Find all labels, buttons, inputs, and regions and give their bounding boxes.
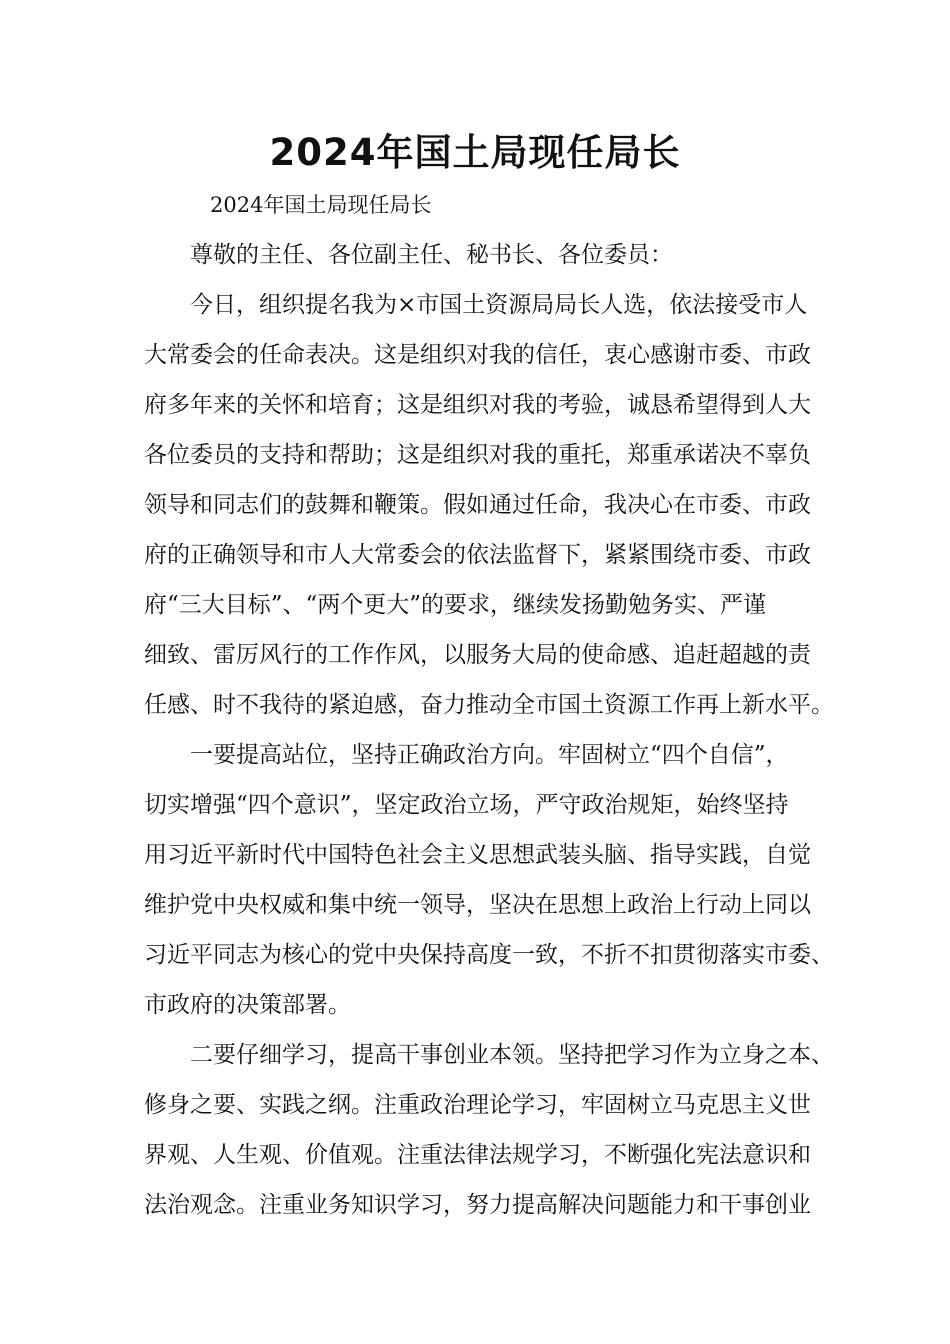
paragraph-line: 市政府的决策部署。 xyxy=(144,992,351,1018)
paragraph-line: 一要提高站位，坚持正确政治方向。牢固树立“四个自信”， xyxy=(190,742,789,768)
paragraph-line: 习近平同志为核心的党中央保持高度一致，不折不扣贯彻落实市委、 xyxy=(144,942,834,968)
paragraph-line: 府“三大目标”、“两个更大”的要求，继续发扬勤勉务实、严谨 xyxy=(144,592,767,618)
paragraph-line: 各位委员的支持和帮助；这是组织对我的重托，郑重承诺决不辜负 xyxy=(144,442,811,468)
paragraph-2 xyxy=(144,730,834,1030)
paragraph-3 xyxy=(144,1030,834,1230)
paragraph-line: 任感、时不我待的紧迫感，奋力推动全市国土资源工作再上新水平。 xyxy=(144,692,834,718)
paragraph-line: 界观、人生观、价值观。注重法律法规学习，不断强化宪法意识和 xyxy=(144,1142,811,1168)
document-title: 2024年国土局现任局长 xyxy=(269,131,681,174)
paragraph-line: 法治观念。注重业务知识学习，努力提高解决问题能力和干事创业 xyxy=(144,1192,811,1218)
paragraph-line: 府多年来的关怀和培育；这是组织对我的考验，诚恳希望得到人大 xyxy=(144,392,811,418)
paragraph-line: 大常委会的任命表决。这是组织对我的信任，衷心感谢市委、市政 xyxy=(144,342,811,368)
document-body xyxy=(144,180,834,1230)
document-subtitle: 2024年国土局现任局长 xyxy=(210,193,432,217)
salutation: 尊敬的主任、各位副主任、秘书长、各位委员： xyxy=(190,242,673,268)
paragraph-line: 领导和同志们的鼓舞和鞭策。假如通过任命，我决心在市委、市政 xyxy=(144,492,811,518)
paragraph-1 xyxy=(144,280,834,730)
paragraph-line: 切实增强“四个意识”，坚定政治立场，严守政治规矩，始终坚持 xyxy=(144,792,789,818)
paragraph-line: 今日，组织提名我为×市国土资源局局长人选，依法接受市人 xyxy=(190,292,808,318)
paragraph-line: 细致、雷厉风行的工作作风，以服务大局的使命感、追赶超越的责 xyxy=(144,642,811,668)
paragraph-line: 二要仔细学习，提高干事创业本领。坚持把学习作为立身之本、 xyxy=(190,1042,834,1068)
paragraph-line: 府的正确领导和市人大常委会的依法监督下，紧紧围绕市委、市政 xyxy=(144,542,811,568)
paragraph-line: 用习近平新时代中国特色社会主义思想武装头脑、指导实践，自觉 xyxy=(144,842,811,868)
paragraph-line: 修身之要、实践之纲。注重政治理论学习，牢固树立马克思主义世 xyxy=(144,1092,811,1118)
paragraph-line: 维护党中央权威和集中统一领导，坚决在思想上政治上行动上同以 xyxy=(144,892,811,918)
